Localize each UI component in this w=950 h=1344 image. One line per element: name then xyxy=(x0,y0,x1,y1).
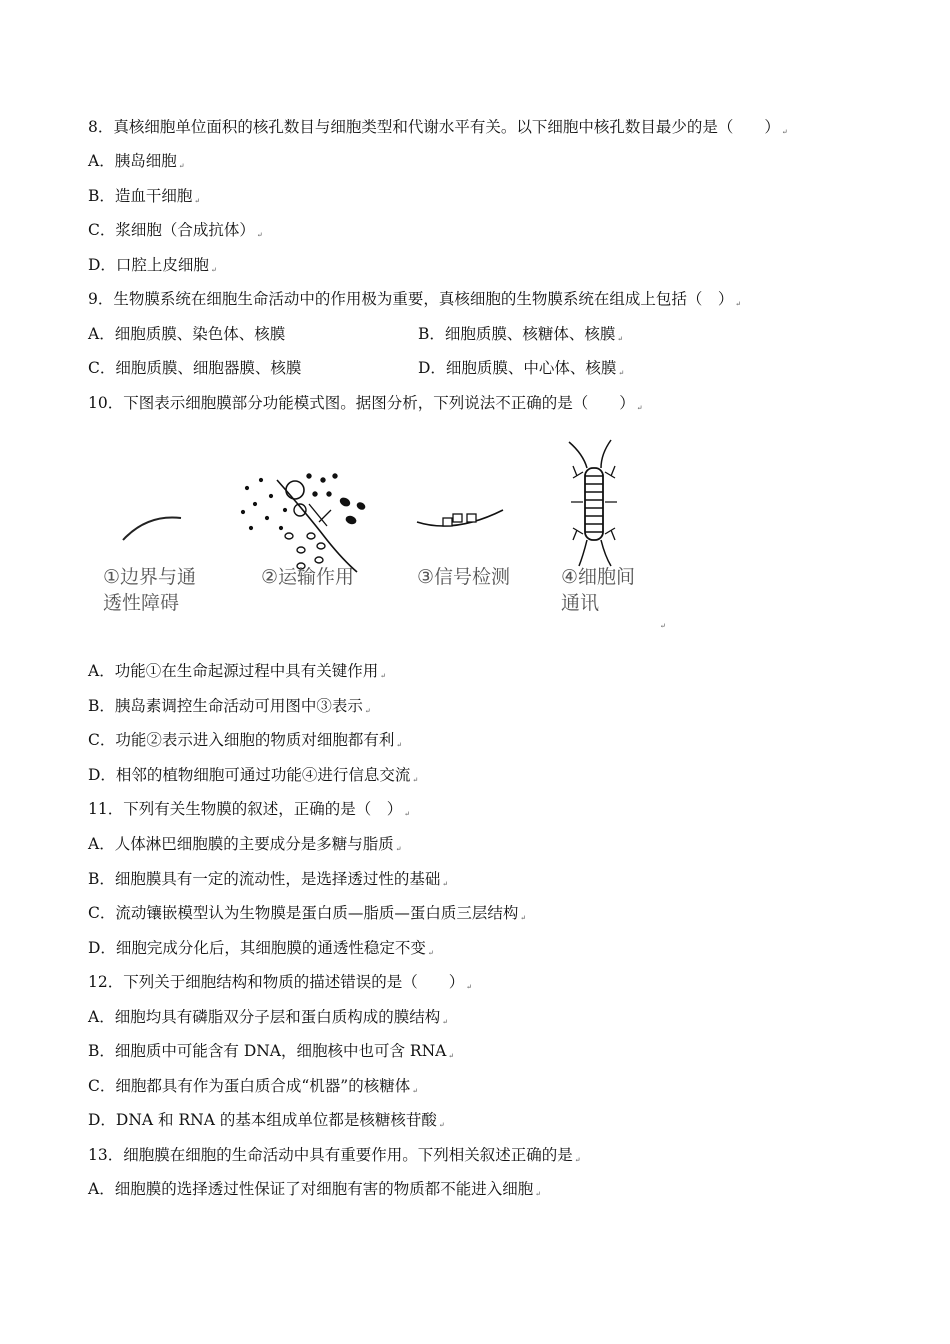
transport-diagram xyxy=(241,474,366,572)
figure-label-boundary: ①边界与通 透性障碍 xyxy=(103,566,197,614)
q10-option-b: B．胰岛素调控生命活动可用图中③表示 ↵ xyxy=(88,697,371,715)
paragraph-mark: ↵ xyxy=(660,622,666,630)
q12-option-a: A．细胞均具有磷脂双分子层和蛋白质构成的膜结构 ↵ xyxy=(88,1008,449,1026)
q9-stem: 9．生物膜系统在细胞生命活动中的作用极为重要，真核细胞的生物膜系统在组成上包括（ ） ↵ xyxy=(88,290,742,308)
q11-option-d: D．细胞完成分化后，其细胞膜的通透性稳定不变 ↵ xyxy=(88,939,434,957)
q10-option-d: D．相邻的植物细胞可通过功能④进行信息交流 ↵ xyxy=(88,766,419,784)
q10-stem: 10．下图表示细胞膜部分功能模式图。据图分析，下列说法不正确的是（ ） ↵ xyxy=(88,394,643,412)
cell-communication-diagram xyxy=(569,440,617,566)
membrane-function-figure xyxy=(95,432,675,632)
q11-option-b: B．细胞膜具有一定的流动性，是选择透过性的基础 ↵ xyxy=(88,870,449,888)
q9-option-c: C．细胞质膜、细胞器膜、核膜 xyxy=(88,359,302,377)
q8-option-b: B．造血干细胞 ↵ xyxy=(88,187,201,205)
q8-option-a: A．胰岛细胞 ↵ xyxy=(88,152,185,170)
q13-option-a: A．细胞膜的选择透过性保证了对细胞有害的物质都不能进入细胞 ↵ xyxy=(88,1180,542,1198)
q9-option-b: B．细胞质膜、核糖体、核膜 ↵ xyxy=(418,325,624,343)
q12-option-d: D．DNA 和 RNA 的基本组成单位都是核糖核苷酸 ↵ xyxy=(88,1111,445,1129)
figure-label-signal: ③信号检测 xyxy=(417,566,511,588)
q10-option-c: C．功能②表示进入细胞的物质对细胞都有利 ↵ xyxy=(88,731,403,749)
q12-option-c: C．细胞都具有作为蛋白质合成“机器”的核糖体 ↵ xyxy=(88,1077,419,1095)
q13-stem: 13．细胞膜在细胞的生命活动中具有重要作用。下列相关叙述正确的是 ↵ xyxy=(88,1146,581,1164)
q11-option-a: A．人体淋巴细胞膜的主要成分是多糖与脂质 ↵ xyxy=(88,835,402,853)
signal-detection-diagram xyxy=(417,510,503,526)
q11-stem: 11．下列有关生物膜的叙述，正确的是（ ） ↵ xyxy=(88,800,411,818)
figure-label-transport: ②运输作用 xyxy=(261,566,355,588)
figure-label-communication: ④细胞间 通讯 xyxy=(561,566,636,614)
q8-option-d: D．口腔上皮细胞 ↵ xyxy=(88,256,217,274)
q10-option-a: A．功能①在生命起源过程中具有关键作用 ↵ xyxy=(88,662,387,680)
q12-option-b: B．细胞质中可能含有 DNA，细胞核中也可含 RNA ↵ xyxy=(88,1042,455,1060)
q8-stem: 8．真核细胞单位面积的核孔数目与细胞类型和代谢水平有关。以下细胞中核孔数目最少的是（ ） ↵ xyxy=(88,118,788,136)
q9-option-d: D．细胞质膜、中心体、核膜 ↵ xyxy=(418,359,625,377)
q9-option-a: A．细胞质膜、染色体、核膜 xyxy=(88,325,286,343)
q8-option-c: C．浆细胞（合成抗体） ↵ xyxy=(88,221,263,239)
boundary-membrane-arc xyxy=(123,517,181,540)
q12-stem: 12．下列关于细胞结构和物质的描述错误的是（ ） ↵ xyxy=(88,973,473,991)
q11-option-c: C．流动镶嵌模型认为生物膜是蛋白质—脂质—蛋白质三层结构 ↵ xyxy=(88,904,527,922)
